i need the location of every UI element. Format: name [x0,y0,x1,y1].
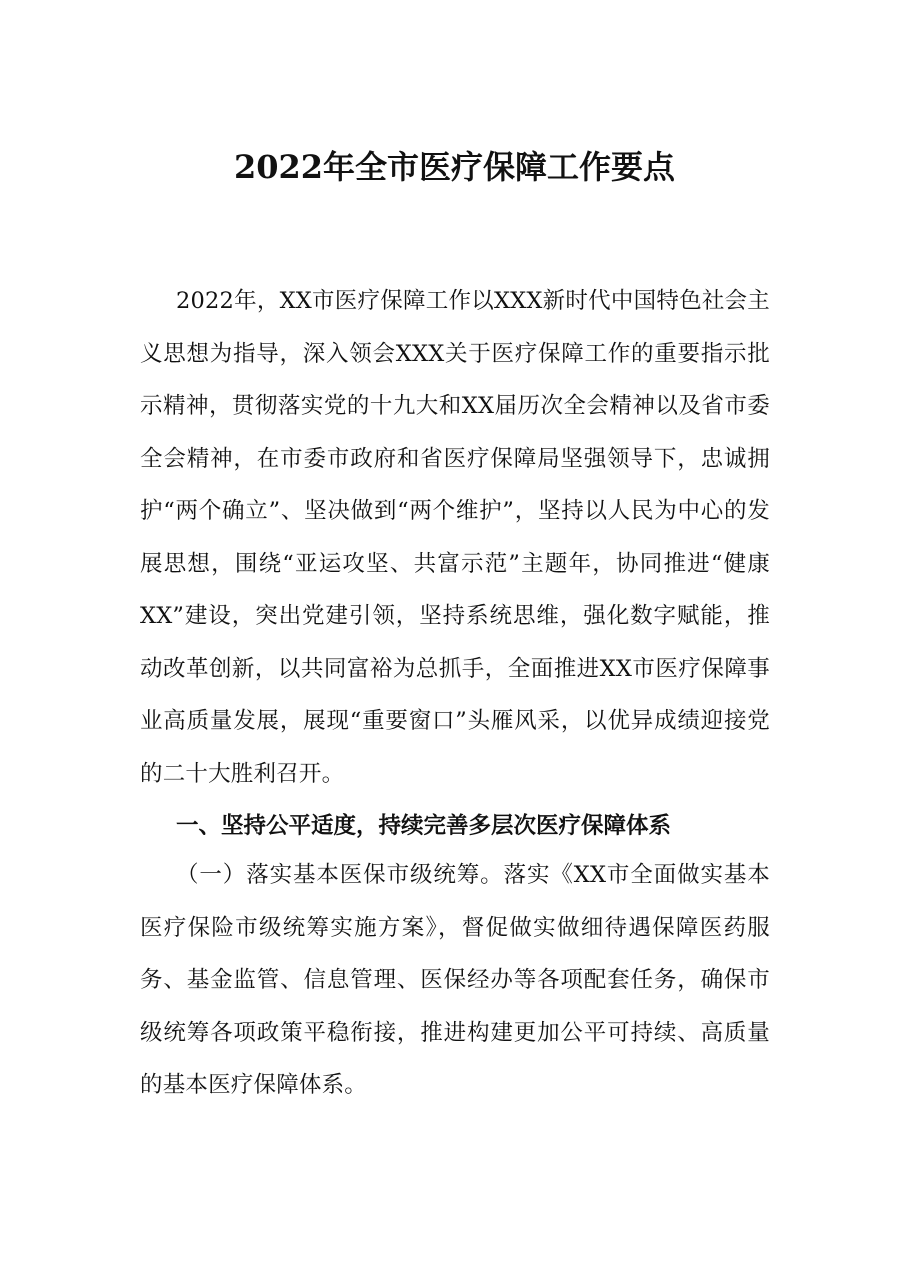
section-heading: 一、坚持公平适度，持续完善多层次医疗保障体系 [176,813,672,839]
document-title: 2022年全市医疗保障工作要点 [233,148,676,186]
intro-paragraph: 2022年，XX市医疗保障工作以XXX新时代中国特色社会主义思想为指导，深入领会XXX关于医疗保障工作的重要指示批示精神，贯彻落实党的十九大和XX届历次全会精神以及省市委全会精神，在市委市政府和省医疗保障局坚强领导下，忠诚拥护“两个确立”、坚决做到“两个维护”，坚持以人民为中心的发展思想，围绕“亚运攻坚、共富示范”主题年，协同推进“健康XX”建设，突出党建引领，坚持系统思维，强化数字赋能，推动改革创新，以共同富裕为总抓手，全面推进XX市医疗保障事业高质量发展，展现“重要窗口”头雁风采，以优异成绩迎接党的二十大胜利召开。 [140,288,770,787]
subsection-paragraph: （一）落实基本医保市级统筹。落实《XX市全面做实基本医疗保险市级统筹实施方案》，督促做实做细待遇保障医药服务、基金监管、信息管理、医保经办等各项配套任务，确保市级统筹各项政策平稳衔接，推进构建更加公平可持续、高质量的基本医疗保障体系。 [140,862,770,1098]
